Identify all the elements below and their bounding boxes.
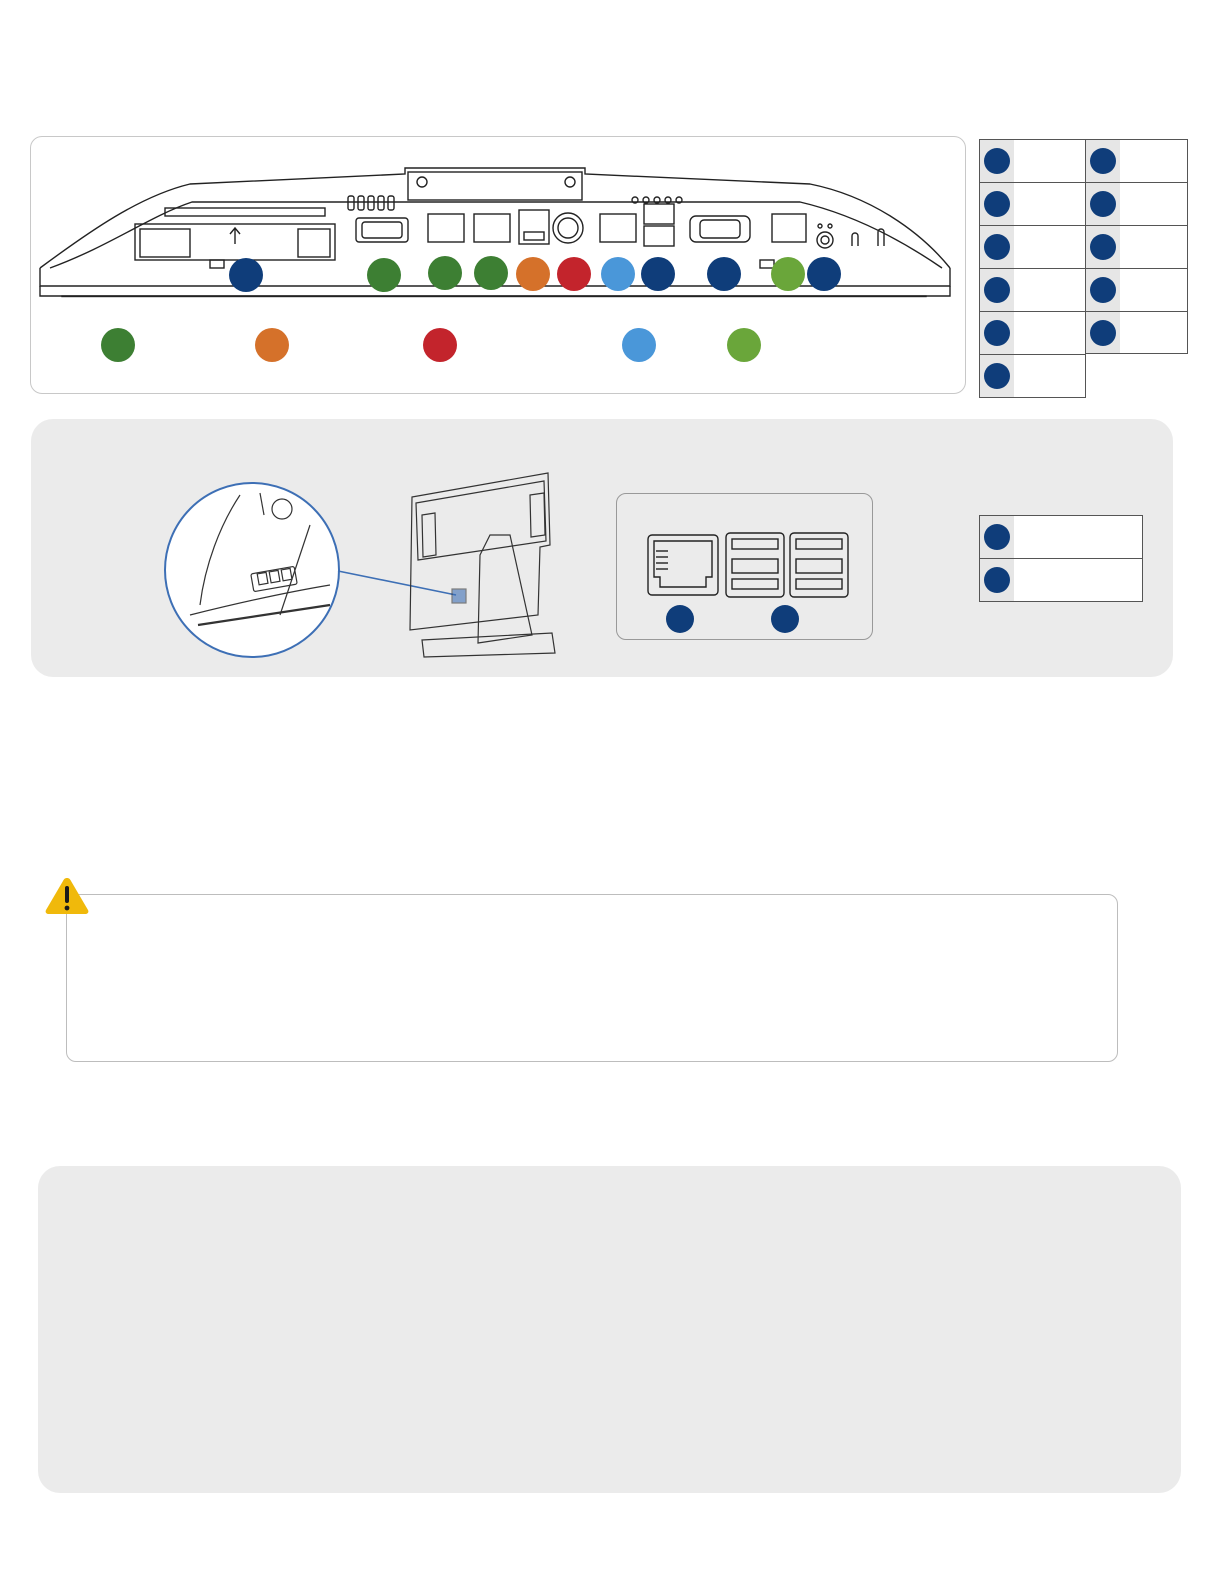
legend-row-dot: [984, 524, 1010, 550]
legend-row-dot: [984, 277, 1010, 303]
legend-dot-red: [423, 328, 457, 362]
io-port-diagram: [30, 136, 966, 394]
legend-row-dot: [984, 363, 1010, 389]
callout-dot: [601, 257, 635, 291]
callout-dot: [367, 258, 401, 292]
callout-dot: [557, 257, 591, 291]
callout-dot: [229, 258, 263, 292]
legend-dot-dark-green: [101, 328, 135, 362]
legend-row: [1085, 139, 1188, 183]
notes-panel: [38, 1166, 1181, 1493]
legend-row-dot: [1090, 320, 1116, 346]
legend-row: [979, 515, 1143, 559]
terminal-back-illustration: [160, 465, 560, 665]
callout-dot: [707, 257, 741, 291]
callout-dot: [771, 257, 805, 291]
callout-dot: [771, 605, 799, 633]
legend-row: [979, 558, 1143, 602]
callout-dot: [474, 256, 508, 290]
legend-dot-orange: [255, 328, 289, 362]
legend-row-dot: [984, 148, 1010, 174]
legend-row-dot: [1090, 234, 1116, 260]
warning-box: [66, 894, 1118, 1062]
legend-row: [979, 139, 1086, 183]
callout-dot: [428, 256, 462, 290]
legend-row: [1085, 182, 1188, 226]
callout-dot: [807, 257, 841, 291]
legend-row: [979, 225, 1086, 269]
port-detail-diagram: [616, 493, 873, 640]
legend-row-dot: [984, 191, 1010, 217]
legend-row-dot: [984, 567, 1010, 593]
legend-row: [979, 268, 1086, 312]
callout-dot: [666, 605, 694, 633]
legend-row-dot: [1090, 191, 1116, 217]
legend-row: [979, 354, 1086, 398]
legend-dot-lime-green: [727, 328, 761, 362]
legend-row-dot: [984, 234, 1010, 260]
legend-row: [1085, 225, 1188, 269]
legend-row: [1085, 311, 1188, 354]
legend-row-dot: [1090, 148, 1116, 174]
legend-row: [1085, 268, 1188, 312]
warning-triangle-icon: [44, 876, 90, 916]
legend-row-dot: [984, 320, 1010, 346]
callout-dot: [641, 257, 675, 291]
callout-dot: [516, 257, 550, 291]
legend-row: [979, 182, 1086, 226]
legend-row-dot: [1090, 277, 1116, 303]
legend-row: [979, 311, 1086, 355]
legend-dot-light-blue: [622, 328, 656, 362]
